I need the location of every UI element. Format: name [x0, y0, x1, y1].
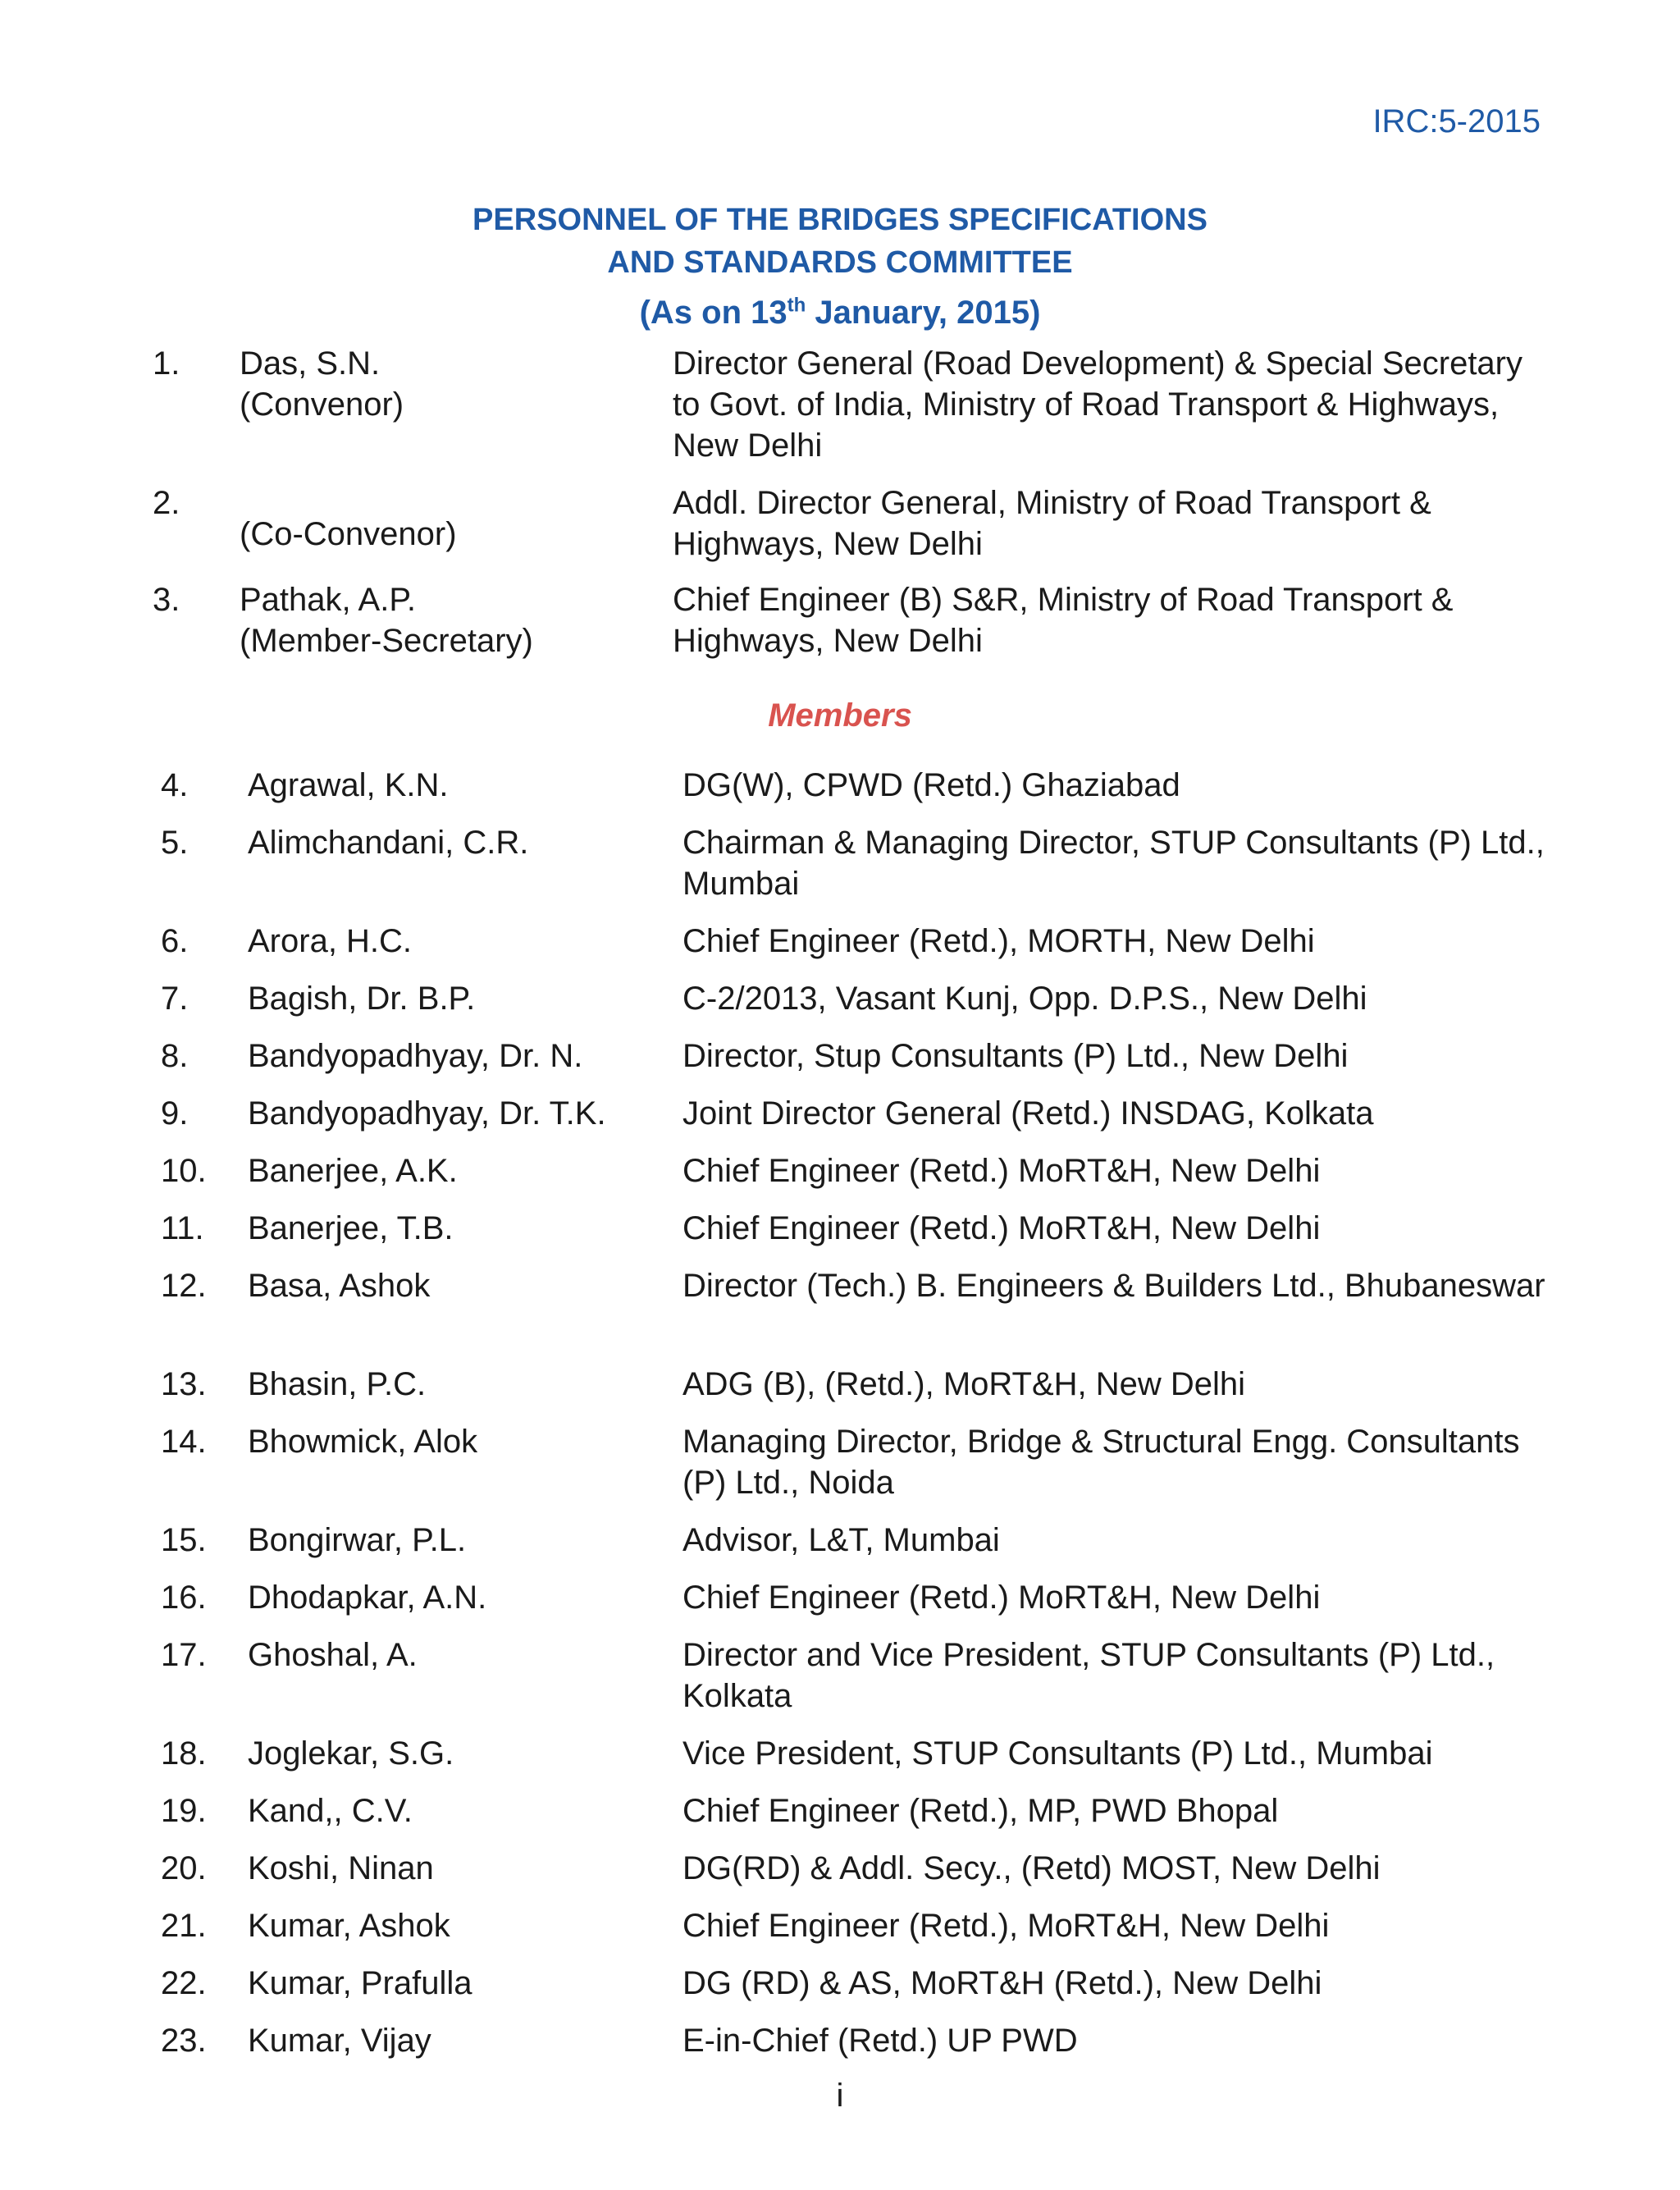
- member-number: 9.: [161, 1095, 189, 1132]
- member-number: 21.: [161, 1908, 207, 1944]
- officer-name: Das, S.N.: [240, 345, 381, 382]
- member-name: Ghoshal, A.: [248, 1637, 418, 1673]
- member-name: Bandyopadhyay, Dr. N.: [248, 1038, 583, 1074]
- member-number: 15.: [161, 1522, 207, 1558]
- page-title-line-2: AND STANDARDS COMMITTEE: [607, 245, 1073, 280]
- member-description: Joint Director General (Retd.) INSDAG, Kolkata: [682, 1095, 1374, 1132]
- member-description: E-in-Chief (Retd.) UP PWD: [682, 2023, 1078, 2059]
- page-title-line-1: PERSONNEL OF THE BRIDGES SPECIFICATIONS: [472, 203, 1208, 237]
- member-description: Chief Engineer (Retd.) MoRT&H, New Delhi: [682, 1580, 1321, 1616]
- member-name: Kand,, C.V.: [248, 1793, 413, 1829]
- page-subtitle: [0, 290, 1680, 335]
- member-name: Alimchandani, C.R.: [248, 825, 529, 861]
- member-number: 18.: [161, 1735, 207, 1772]
- member-number: 4.: [161, 767, 189, 803]
- officer-role: (Co-Convenor): [240, 516, 457, 552]
- member-number: 23.: [161, 2023, 207, 2059]
- document-code: IRC:5-2015: [1372, 103, 1541, 139]
- member-name: Kumar, Prafulla: [248, 1965, 472, 2001]
- member-description: Chief Engineer (Retd.), MP, PWD Bhopal: [682, 1793, 1279, 1829]
- member-number: 11.: [161, 1210, 204, 1246]
- member-name: Agrawal, K.N.: [248, 767, 449, 803]
- member-name: Joglekar, S.G.: [248, 1735, 454, 1772]
- member-description: C-2/2013, Vasant Kunj, Opp. D.P.S., New Delhi: [682, 981, 1367, 1017]
- member-name: Arora, H.C.: [248, 923, 413, 959]
- member-description: Advisor, L&T, Mumbai: [682, 1522, 1000, 1558]
- member-description: DG(W), CPWD (Retd.) Ghaziabad: [682, 767, 1180, 803]
- member-name: Bongirwar, P.L.: [248, 1522, 467, 1558]
- member-number: 5.: [161, 825, 189, 861]
- officer-name-block: [240, 514, 457, 555]
- member-name: Koshi, Ninan: [248, 1850, 434, 1886]
- member-description: Chief Engineer (Retd.), MORTH, New Delhi: [682, 923, 1315, 959]
- subtitle-superscript: th: [787, 294, 806, 317]
- member-number: 6.: [161, 923, 189, 959]
- member-number: 7.: [161, 981, 189, 1017]
- member-name: Banerjee, A.K.: [248, 1153, 458, 1189]
- member-number: 8.: [161, 1038, 189, 1074]
- member-name: Kumar, Vijay: [248, 2023, 431, 2059]
- member-description: Chief Engineer (Retd.) MoRT&H, New Delhi: [682, 1210, 1321, 1246]
- member-number: 10.: [161, 1153, 207, 1189]
- subtitle-prefix: (As on 13: [639, 295, 788, 331]
- member-description: Vice President, STUP Consultants (P) Ltd., Mumbai: [682, 1735, 1433, 1772]
- member-name: Bhowmick, Alok: [248, 1424, 478, 1460]
- member-name: Basa, Ashok: [248, 1268, 431, 1304]
- members-heading: Members: [768, 697, 912, 734]
- member-number: 16.: [161, 1580, 207, 1616]
- officer-name-block: [240, 343, 404, 425]
- member-description: DG(RD) & Addl. Secy., (Retd) MOST, New Delhi: [682, 1850, 1381, 1886]
- officer-description: Addl. Director General, Ministry of Road Transport & Highways, New Delhi: [673, 485, 1431, 562]
- officer-role: (Member-Secretary): [240, 623, 533, 659]
- officer-number: 2.: [153, 485, 180, 521]
- officer-number: 3.: [153, 582, 180, 618]
- officer-name-block: [240, 579, 533, 661]
- member-name: Bandyopadhyay, Dr. T.K.: [248, 1095, 606, 1132]
- officer-description: Director General (Road Development) & Special Secretary to Govt. of India, Ministry of Road Transport & Highways, New Delhi: [673, 345, 1522, 464]
- member-description: Director, Stup Consultants (P) Ltd., New Delhi: [682, 1038, 1349, 1074]
- member-description: DG (RD) & AS, MoRT&H (Retd.), New Delhi: [682, 1965, 1322, 2001]
- officer-role: (Convenor): [240, 386, 404, 423]
- officer-name: Pathak, A.P.: [240, 582, 416, 618]
- member-name: Kumar, Ashok: [248, 1908, 450, 1944]
- member-number: 22.: [161, 1965, 207, 2001]
- member-name: Bhasin, P.C.: [248, 1366, 427, 1402]
- member-number: 19.: [161, 1793, 207, 1829]
- member-name: Bagish, Dr. B.P.: [248, 981, 476, 1017]
- member-description: Chairman & Managing Director, STUP Consultants (P) Ltd., Mumbai: [682, 825, 1545, 902]
- member-number: 17.: [161, 1637, 207, 1673]
- member-description: Chief Engineer (Retd.) MoRT&H, New Delhi: [682, 1153, 1321, 1189]
- member-number: 14.: [161, 1424, 207, 1460]
- member-description: Managing Director, Bridge & Structural Engg. Consultants (P) Ltd., Noida: [682, 1424, 1520, 1501]
- member-description: Director and Vice President, STUP Consultants (P) Ltd., Kolkata: [682, 1637, 1495, 1714]
- member-name: Dhodapkar, A.N.: [248, 1580, 487, 1616]
- subtitle-suffix: January, 2015): [806, 295, 1041, 331]
- officer-description: Chief Engineer (B) S&R, Ministry of Road Transport & Highways, New Delhi: [673, 582, 1454, 659]
- member-number: 13.: [161, 1366, 207, 1402]
- member-description: Director (Tech.) B. Engineers & Builders Ltd., Bhubaneswar: [682, 1268, 1545, 1304]
- member-description: ADG (B), (Retd.), MoRT&H, New Delhi: [682, 1366, 1246, 1402]
- page-number: i: [836, 2078, 844, 2114]
- officer-number: 1.: [153, 345, 180, 382]
- member-number: 20.: [161, 1850, 207, 1886]
- member-name: Banerjee, T.B.: [248, 1210, 454, 1246]
- member-description: Chief Engineer (Retd.), MoRT&H, New Delhi: [682, 1908, 1330, 1944]
- member-number: 12.: [161, 1268, 207, 1304]
